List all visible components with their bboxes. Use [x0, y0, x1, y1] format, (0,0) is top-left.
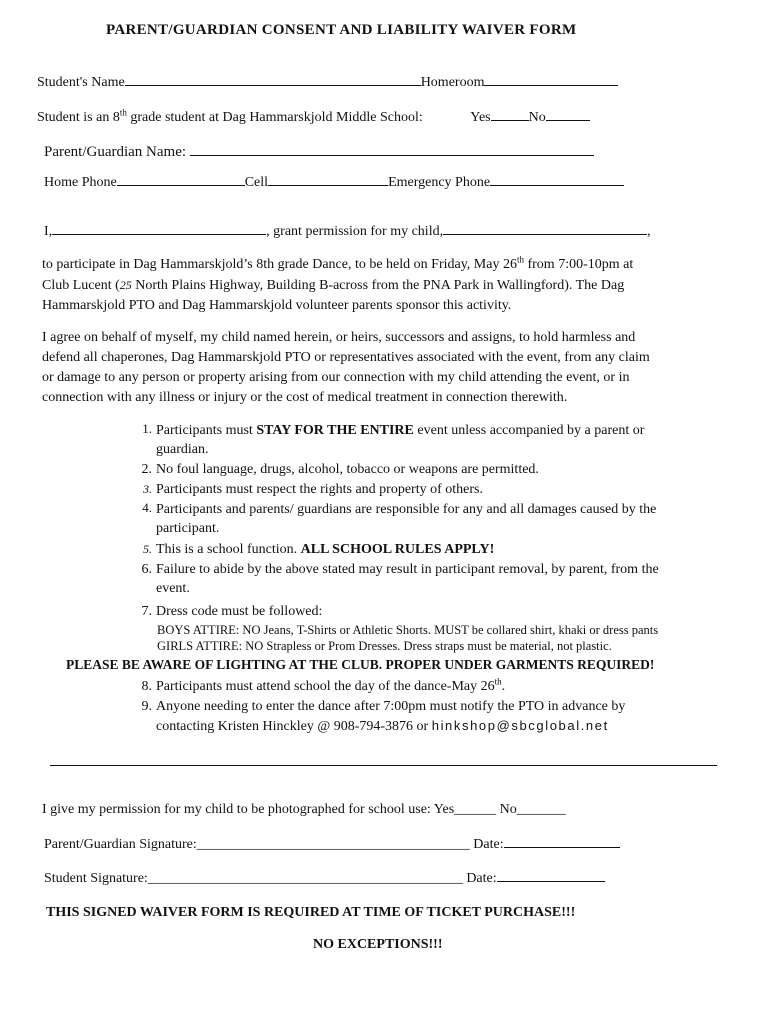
homeroom-label: Homeroom	[420, 75, 485, 90]
intro-line-2: Club Lucent (25 North Plains Highway, Building B-across from the PNA Park in Wallingford). The Dag	[42, 278, 625, 293]
cell-label: Cell	[244, 175, 269, 190]
guardian-name-field[interactable]	[52, 221, 266, 235]
parent-signature-row	[44, 834, 620, 853]
student-name-field[interactable]	[125, 72, 421, 86]
intro-line-1: to participate in Dag Hammarskjold’s 8th grade Dance, to be held on Friday, May 26th from 7:00-10pm at	[42, 254, 634, 272]
student-date-field[interactable]	[497, 868, 605, 882]
i-label: I,	[44, 224, 53, 239]
phones-row	[44, 172, 624, 191]
parent-name-field[interactable]	[190, 142, 594, 156]
grade-row	[37, 107, 590, 126]
child-name-field[interactable]	[443, 221, 647, 235]
parent-name-row	[44, 142, 594, 161]
boys-attire: BOYS ATTIRE: NO Jeans, T-Shirts or Athletic Shorts. MUST be collared shirt, khaki or dress pants	[157, 623, 659, 637]
home-phone-field[interactable]	[117, 172, 245, 186]
grant-row: I, , grant permission for my child, ,	[44, 221, 651, 240]
contact-email: hinkshop@sbcglobal.net	[431, 718, 609, 733]
student-name-row	[37, 72, 618, 91]
agreement-paragraph: I agree on behalf of myself, my child named herein, or heirs, successors and assigns, to hold harmless and defend all chaperones, Dag Hammarskjold PTO or representatives associated with the event, from any claim or damage to any person or property arising from our connection with my child attending the event, or in connection with any illness or injury or the cost of medical treatment in connection therewith.	[42, 330, 650, 405]
lighting-notice: PLEASE BE AWARE OF LIGHTING AT THE CLUB. PROPER UNDER GARMENTS REQUIRED!	[66, 657, 655, 672]
form-title: PARENT/GUARDIAN CONSENT AND LIABILITY WAIVER FORM	[106, 22, 577, 38]
homeroom-field[interactable]	[484, 72, 618, 86]
grade-no-field[interactable]	[546, 107, 590, 121]
cell-field[interactable]	[268, 172, 388, 186]
parent-date-field[interactable]	[504, 834, 620, 848]
parent-signature-label[interactable]: Parent/Guardian Signature:_______________________________________ Date:	[44, 837, 504, 852]
grade-no-label: No	[528, 110, 546, 125]
emergency-phone-field[interactable]	[490, 172, 624, 186]
grant-label: , grant permission for my child,	[266, 224, 444, 239]
grade-label: Student is an 8th grade student at Dag Hammarskjold Middle School:	[37, 107, 423, 125]
intro-line-3: Hammarskjold PTO and Dag Hammarskjold volunteer parents sponsor this activity.	[42, 298, 512, 313]
grade-yes-field[interactable]	[491, 107, 529, 121]
footer-no-exceptions: NO EXCEPTIONS!!!	[313, 937, 443, 952]
grade-yes-label: Yes	[470, 110, 491, 125]
student-signature-label[interactable]: Student Signature:_____________________________________________ Date:	[44, 871, 497, 886]
photo-permission[interactable]: I give my permission for my child to be photographed for school use: Yes______ No_______	[42, 802, 566, 817]
section-divider	[50, 765, 717, 766]
emergency-phone-label: Emergency Phone	[388, 175, 491, 190]
footer-required: THIS SIGNED WAIVER FORM IS REQUIRED AT TIME OF TICKET PURCHASE!!!	[46, 905, 576, 920]
parent-name-label: Parent/Guardian Name:	[44, 144, 187, 160]
home-phone-label: Home Phone	[44, 175, 117, 190]
student-name-label: Student's Name	[37, 75, 125, 90]
student-signature-row	[44, 868, 605, 887]
intro-paragraph	[42, 255, 702, 316]
girls-attire: GIRLS ATTIRE: NO Strapless or Prom Dresses. Dress straps must be material, not plastic.	[157, 639, 612, 653]
